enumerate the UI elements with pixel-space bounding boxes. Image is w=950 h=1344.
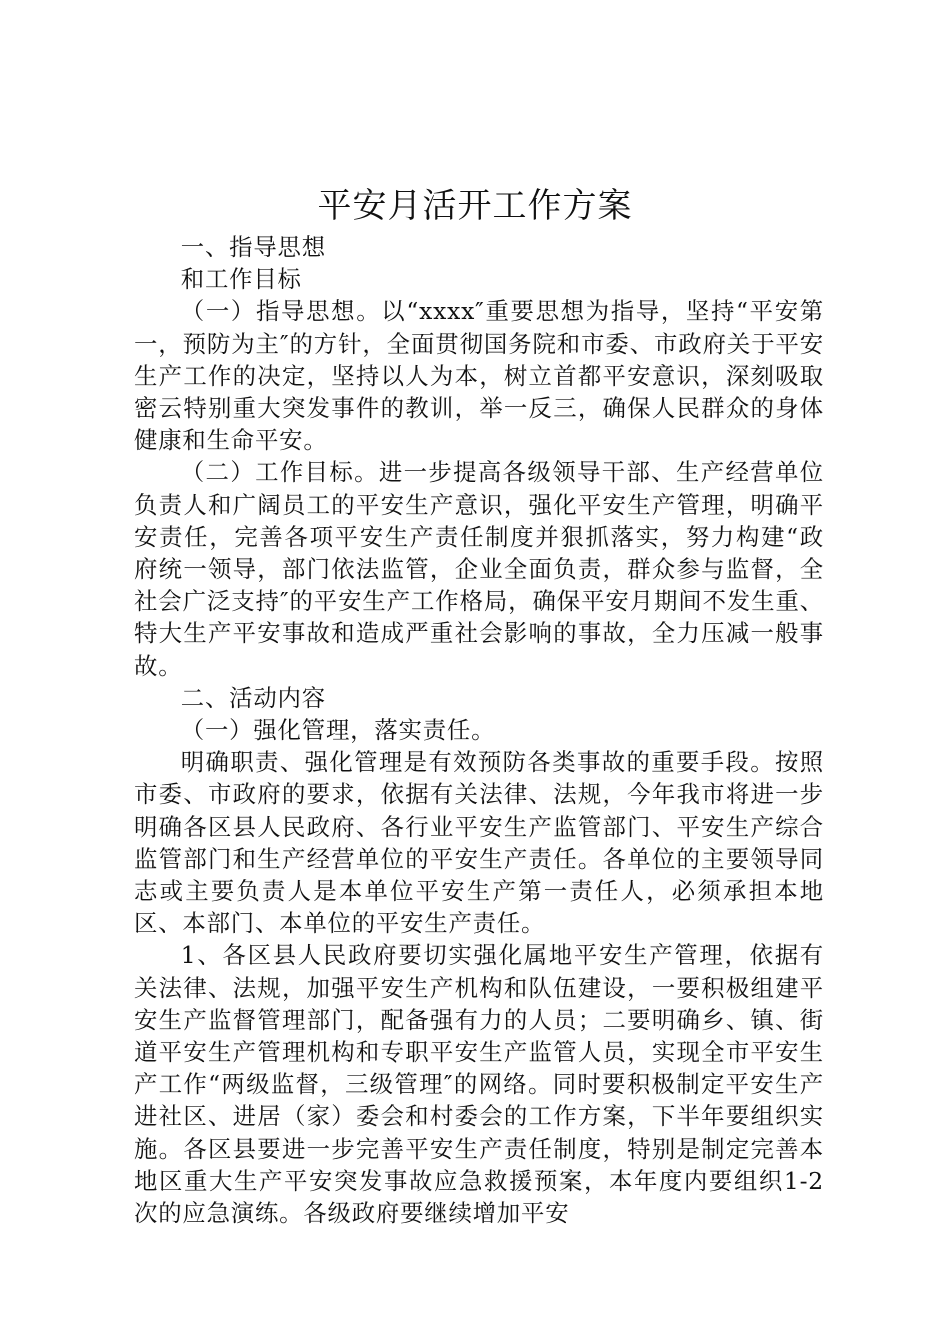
section-heading-1: 一、指导思想 [180, 233, 326, 261]
paragraph-item-1: 1、各区县人民政府要切实强化属地平安生产管理，依据有关法律、法规，加强平安生产机构和队伍建设，一要积极组建平安生产监督管理部门，配备强有力的人员；二要明确乡、镇、街道平安生产管理机构和专职平安生产监管人员，实现全市平安生产工作“两级监督，三级管理″的网络。同时要积极制定平安生产进社区、进居（家）委会和村委会的工作方案，下半年要组织实施。各区县要进一步完善平安生产责任制度，特别是制定完善本地区重大生产平安突发事故应急救援预案，本年度内要组织1-2次的应急演练。各级政府要继续增加平安 [134, 941, 824, 1228]
paragraph-work-goal: （二）工作目标。进一步提高各级领导干部、生产经营单位负责人和广阔员工的平安生产意识，强化平安生产管理，明确平安责任，完善各项平安生产责任制度并狠抓落实，努力构建“政府统一领导，部门依法监管，企业全面负责，群众参与监督，全社会广泛支持″的平安生产工作格局，确保平安月期间不发生重、特大生产平安事故和造成严重社会影响的事故，全力压减一般事故。 [134, 458, 824, 680]
document-title: 平安月活开工作方案 [317, 186, 633, 226]
paragraph-guiding-thought: （一）指导思想。以“xxxx″重要思想为指导，坚持“平安第一，预防为主″的方针，全面贯彻国务院和市委、市政府关于平安生产工作的决定，坚持以人为本，树立首都平安意识，深刻吸取密云特别重大突发事件的教训，举一反三，确保人民群众的身体健康和生命平安。 [134, 297, 824, 455]
subsection-heading-1: （一）强化管理，落实责任。 [180, 716, 496, 745]
paragraph-responsibility: 明确职责、强化管理是有效预防各类事故的重要手段。按照市委、市政府的要求，依据有关法律、法规，今年我市将进一步明确各区县人民政府、各行业平安生产监管部门、平安生产综合监管部门和生产经营单位的平安生产责任。各单位的主要领导同志或主要负责人是本单位平安生产第一责任人，必须承担本地区、本部门、本单位的平安生产责任。 [134, 748, 824, 938]
document-body [134, 231, 824, 1229]
section-heading-1-continued: 和工作目标 [180, 265, 302, 294]
section-heading-2: 二、活动内容 [180, 683, 326, 712]
